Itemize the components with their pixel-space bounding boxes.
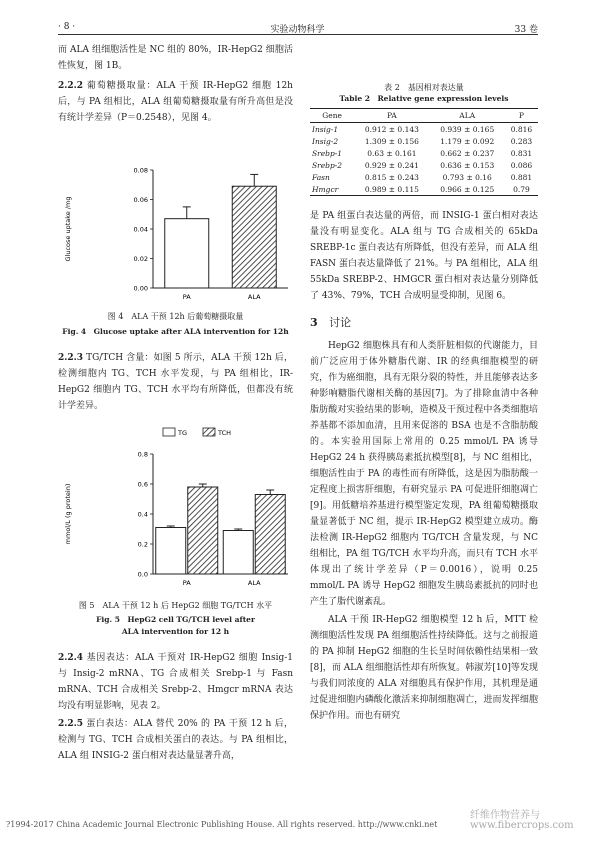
section-text: TG/TCH 含量：如图 5 所示，ALA 干预 12h 后，检测细胞内 TG、TCH 水平发现，与 PA 组相比，IR-HepG2 细胞内 TG、TCH 水平均有所降低，但都没有统计学差异。 — [58, 353, 293, 411]
table-row — [310, 171, 538, 183]
table-cell: 0.283 — [510, 136, 533, 146]
figure-5-tg-tch-chart — [58, 420, 293, 595]
table-cell: 0.881 — [510, 172, 533, 182]
figure-4-glucose-uptake-chart — [58, 158, 293, 306]
table-header-row — [310, 109, 538, 123]
y-tick-label: 0.8 — [137, 450, 148, 459]
legend-swatch-tch — [203, 428, 215, 436]
table-row — [310, 123, 538, 136]
bar-tg-ala — [223, 531, 253, 575]
section-number: 2.2.3 — [58, 353, 84, 363]
section-number: 2.2.5 — [58, 719, 84, 729]
legend-swatch-tg — [163, 428, 175, 436]
section-2-2-4 — [58, 650, 293, 714]
gene-cell: Insig-2 — [312, 136, 339, 146]
section-number: 2.2.2 — [58, 81, 84, 91]
table-cell: 0.929 ± 0.241 — [364, 160, 419, 170]
volume: 33 卷 — [514, 25, 538, 35]
table-header-cell: P — [505, 109, 538, 123]
y-axis-label: mmol/L (g protein) — [64, 483, 72, 545]
y-tick-label: 0.06 — [133, 196, 148, 204]
gene-cell: Fasn — [312, 172, 330, 182]
table-2-caption-cn: 表 2 基因相对表达量 — [384, 83, 464, 92]
y-tick-label: 0.00 — [133, 284, 148, 293]
y-tick-label: 0.4 — [137, 510, 148, 519]
y-tick-label: 0.6 — [137, 480, 148, 489]
table-cell: 0.086 — [510, 160, 533, 170]
right-column-text — [310, 208, 538, 724]
legend-label: TCH — [218, 429, 232, 437]
table-2 — [310, 82, 538, 196]
table-cell: 0.912 ± 0.143 — [364, 124, 419, 134]
bar-tch-pa — [188, 487, 218, 574]
section-text: 葡萄糖摄取量：ALA 干预 IR-HepG2 细胞 12h 后，与 PA 组相比，ALA 组葡萄糖摄取量有所升高但是没有统计学差异（P＝0.2548），见图 4。 — [58, 81, 293, 123]
x-tick-label: PA — [182, 293, 191, 301]
table-cell: 0.63 ± 0.161 — [367, 148, 417, 158]
bar-pa — [165, 219, 209, 288]
journal-title: 实验动物科学 — [270, 25, 325, 35]
section-text: 基因表达：ALA 干预对 IR-HepG2 细胞 Insig-1 与 Insig-2 mRNA、TG 合成相关 Srebp-1 与 Fasn mRNA、TCH 合成相关 Srebp-2、Hmgcr mRNA 表达均没有明显影响，见表 2。 — [58, 653, 293, 711]
figure-4-caption-cn: 图 4 ALA 干预 12h 后葡萄糖摄取量 — [107, 312, 244, 321]
page-number: · 8 · — [58, 22, 76, 32]
table-cell: 0.939 ± 0.165 — [440, 124, 495, 134]
table-2-caption-en: Table 2 Relative gene expression levels — [339, 94, 509, 103]
section-title: 讨论 — [329, 316, 352, 329]
section-2-2-3 — [58, 350, 293, 414]
header-rule — [58, 34, 538, 35]
watermark-line: 纤维作物营养与 — [470, 810, 540, 821]
y-tick-label: 0.02 — [133, 255, 148, 263]
watermark-line: www.fibercrops.com — [470, 820, 574, 831]
table-cell: 1.179 ± 0.092 — [440, 136, 495, 146]
y-tick-label: 0.04 — [133, 225, 148, 234]
bar-ala — [232, 186, 276, 288]
table-header-cell: ALA — [430, 109, 505, 123]
table-cell: 0.636 ± 0.153 — [440, 160, 495, 170]
paragraph-protein-expression: 是 PA 组蛋白表达量的两倍，而 INSIG-1 蛋白相对表达量没有明显变化。ALA 组与 TG 合成相关的 65kDa SREBP-1c 蛋白表达有所降低，但没有差异，而 ALA 组 FASN 蛋白表达量降低了 21%。与 PA 组相比，ALA 组 55kDa SREBP-2、HMGCR 蛋白相对表达量分别降低了 43%、79%，TCH 合成明显受抑制，见图 6。 — [310, 211, 538, 301]
table-cell: 0.831 — [510, 148, 533, 158]
gene-cell: Srebp-2 — [312, 160, 343, 170]
figure-5-caption-cn: 图 5 ALA 干预 12 h 后 HepG2 细胞 TG/TCH 水平 — [78, 601, 273, 610]
table-cell: 1.309 ± 0.156 — [364, 136, 419, 146]
section-text: 蛋白表达：ALA 替代 20% 的 PA 干预 12 h 后，检测与 TG、TCH 合成相关蛋白的表达。与 PA 组相比，ALA 组 INSIG-2 蛋白相对表达量显著升高， — [58, 719, 293, 761]
section-number: 2.2.4 — [58, 653, 84, 663]
discussion-paragraph-2: ALA 干预 IR-HepG2 细胞模型 12 h 后，MTT 检测细胞活性发现 PA 组细胞活性持续降低。这与之前报道的 PA 抑制 HepG2 细胞的生长呈时间依赖性结果相一致[8]，而 ALA 组细胞活性却有所恢复。韩淑芳[10]等发现与我们同浓度的 ALA 对细胞具有保护作用，其机理是通过促进细胞内磷酸化激活来抑制细胞凋亡，进而发挥细胞保护作用。而也有研究 — [310, 615, 538, 721]
figure-4-caption-en: Fig. 4 Glucose uptake after ALA intervention for 12h — [62, 327, 289, 336]
left-column — [58, 42, 293, 126]
table-cell: 0.662 ± 0.237 — [440, 148, 495, 158]
table-cell: 0.793 ± 0.16 — [442, 172, 492, 182]
section-2-2-5 — [58, 716, 293, 764]
legend-label: TG — [178, 429, 188, 437]
table-cell: 0.815 ± 0.243 — [364, 172, 419, 182]
table-cell: 0.989 ± 0.115 — [354, 183, 429, 196]
x-tick-label: ALA — [247, 579, 261, 587]
section-heading-discussion — [310, 314, 538, 330]
x-tick-label: ALA — [247, 293, 261, 301]
section-2-2-2 — [58, 78, 293, 126]
table-header-cell: PA — [354, 109, 429, 123]
section-number: 3 — [310, 316, 318, 329]
table-row — [310, 159, 538, 171]
table-cell: 0.816 — [510, 124, 533, 134]
caption-line: Fig. 5 HepG2 cell TG/TCH level after — [96, 615, 255, 624]
gene-cell: Srebp-1 — [312, 148, 343, 158]
table-cell: 0.966 ± 0.125 — [430, 183, 505, 196]
x-tick-label: PA — [182, 579, 191, 587]
y-axis-label: Glucose uptake /mg — [64, 196, 72, 262]
figure-5-caption-en — [58, 614, 293, 638]
table-row — [310, 135, 538, 147]
paragraph-cell-viability: 而 ALA 组细胞活性是 NC 组的 80%，IR-HepG2 细胞活性恢复，图 1B。 — [58, 45, 293, 71]
table-row — [310, 147, 538, 159]
y-tick-label: 0.08 — [133, 166, 148, 175]
gene-cell: Insig-1 — [312, 124, 339, 134]
y-tick-label: 0.2 — [137, 540, 148, 549]
gene-cell: Hmgcr — [310, 183, 354, 196]
gene-expression-table — [310, 108, 538, 196]
discussion-paragraph-1: HepG2 细胞株具有和人类肝脏相似的代谢能力，目前广泛应用于体外糖脂代谢、IR 的经典细胞模型的研究，作为癌细胞，具有无限分裂的特性，并且能够表达多种影响糖脂代谢相关酶的基因[7]。为了排除血清中各种脂肪酸对实验结果的影响，造模及干预过程中各类细胞培养基都不添加血清，且用来促溶的 BSA 也是不含脂肪酸的。本实验用国际上常用的 0.25 mmol/L PA 诱导 HepG2 24 h 获得胰岛素抵抗模型[8]，与 NC 组相比，细胞活性由于 PA 的毒性而有所降低，这是因为脂肪酸一定程度上损害肝细胞，有研究显示 PA 可促进肝细胞凋亡[9]。用低糖培养基进行模型鉴定发现，PA 组葡萄糖摄取量显著低于 NC 组，提示 IR-HepG2 模型建立成功。酶法检测 IR-HepG2 细胞内 TG/TCH 含量发现，与 NC 组相比，PA 组 TG/TCH 水平均升高，而只有 TCH 水平体现出了统计学差异（P＝0.0016），说明 0.25 mmol/L PA 诱导 HepG2 细胞发生胰岛素抵抗的同时也产生了脂代谢紊乱。 — [310, 341, 538, 607]
y-tick-label: 0.0 — [137, 570, 148, 579]
table-header-cell: Gene — [310, 109, 354, 123]
left-lower-text — [58, 650, 293, 764]
table-row — [310, 183, 538, 196]
bar-tg-pa — [156, 528, 186, 575]
copyright-footer: ?1994-2017 China Academic Journal Electronic Publishing House. All rights reserved. http://www.cnki.net — [6, 820, 438, 829]
table-cell: 0.79 — [505, 183, 538, 196]
bar-tch-ala — [255, 495, 285, 575]
caption-line: ALA intervention for 12 h — [121, 627, 230, 636]
